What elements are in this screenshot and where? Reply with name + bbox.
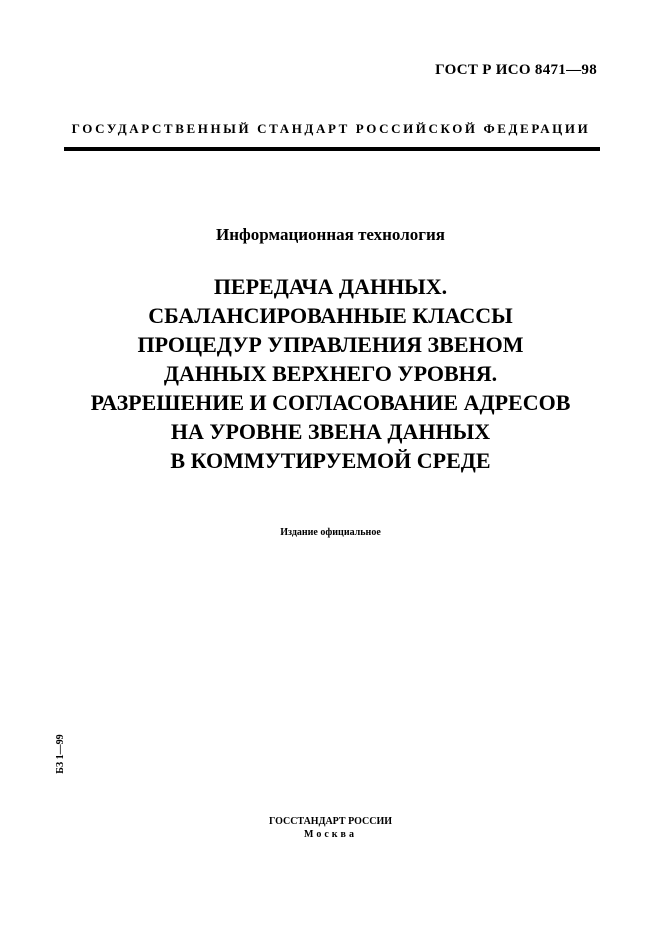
title-line: ПРОЦЕДУР УПРАВЛЕНИЯ ЗВЕНОМ: [137, 332, 524, 357]
title-line: НА УРОВНЕ ЗВЕНА ДАННЫХ: [170, 419, 491, 444]
title-line: В КОММУТИРУЕМОЙ СРЕДЕ: [170, 448, 491, 473]
title-line: ДАННЫХ ВЕРХНЕГО УРОВНЯ.: [163, 361, 498, 386]
state-standard-heading: ГОСУДАРСТВЕННЫЙ СТАНДАРТ РОССИЙСКОЙ ФЕДЕРАЦИИ: [71, 121, 591, 136]
title-line: РАЗРЕШЕНИЕ И СОГЛАСОВАНИЕ АДРЕСОВ: [90, 390, 571, 415]
document-title: [0, 272, 661, 475]
edition-note: Издание официальное: [280, 527, 381, 538]
header-divider: [64, 147, 600, 151]
publisher: ГОССТАНДАРТ РОССИИ: [268, 816, 393, 827]
title-line: СБАЛАНСИРОВАННЫЕ КЛАССЫ: [148, 303, 513, 328]
subject-area: Информационная технология: [216, 225, 445, 244]
side-code: БЗ 1—99: [55, 734, 66, 774]
publication-city: Москва: [304, 829, 357, 840]
title-line: ПЕРЕДАЧА ДАННЫХ.: [213, 274, 448, 299]
document-number: ГОСТ Р ИСО 8471—98: [435, 62, 597, 78]
